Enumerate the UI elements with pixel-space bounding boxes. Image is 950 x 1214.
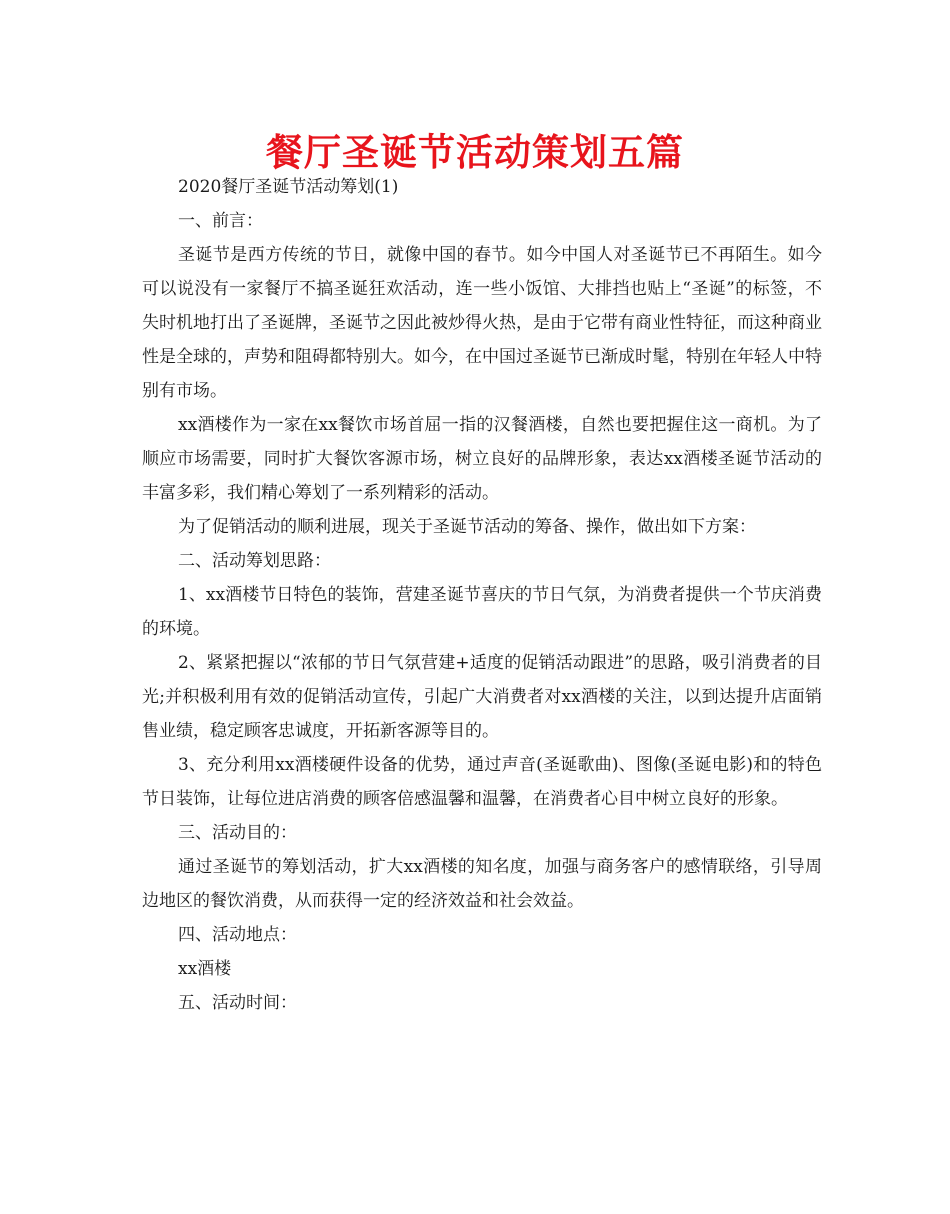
document-body bbox=[142, 170, 822, 1020]
body-paragraph: 圣诞节是西方传统的节日，就像中国的春节。如今中国人对圣诞节已不再陌生。如今可以说没有一家餐厅不搞圣诞狂欢活动，连一些小饭馆、大排挡也贴上“圣诞”的标签，不失时机地打出了圣诞牌，圣诞节之因此被炒得火热，是由于它带有商业性特征，而这种商业性是全球的，声势和阻碍都特别大。如今，在中国过圣诞节已渐成时髦，特别在年轻人中特别有市场。 bbox=[142, 245, 822, 401]
section-heading-preface: 一、前言： bbox=[178, 211, 263, 231]
section-heading-purpose: 三、活动目的： bbox=[178, 823, 297, 843]
location-value: xx酒楼 bbox=[178, 959, 232, 979]
body-paragraph: xx酒楼作为一家在xx餐饮市场首屈一指的汉餐酒楼，自然也要把握住这一商机。为了顺应市场需要，同时扩大餐饮客源市场，树立良好的品牌形象，表达xx酒楼圣诞节活动的丰富多彩，我们精心筹划了一系列精彩的活动。 bbox=[142, 415, 822, 503]
section-heading-time: 五、活动时间： bbox=[178, 993, 297, 1013]
list-item: 2、紧紧把握以“浓郁的节日气氛营建+适度的促销活动跟进”的思路，吸引消费者的目光;并积极利用有效的促销活动宣传，引起广大消费者对xx酒楼的关注，以到达提升店面销售业绩，稳定顾客忠诚度，开拓新客源等目的。 bbox=[142, 653, 822, 741]
subtitle-line: 2020餐厅圣诞节活动筹划(1) bbox=[178, 177, 399, 197]
list-item: 1、xx酒楼节日特色的装饰，营建圣诞节喜庆的节日气氛，为消费者提供一个节庆消费的环境。 bbox=[142, 585, 822, 639]
document-title: 餐厅圣诞节活动策划五篇 bbox=[266, 131, 684, 174]
body-paragraph: 通过圣诞节的筹划活动，扩大xx酒楼的知名度，加强与商务客户的感情联络，引导周边地区的餐饮消费，从而获得一定的经济效益和社会效益。 bbox=[142, 857, 822, 911]
section-heading-planning-ideas: 二、活动筹划思路： bbox=[178, 551, 331, 571]
list-item: 3、充分利用xx酒楼硬件设备的优势，通过声音(圣诞歌曲)、图像(圣诞电影)和的特色节日装饰，让每位进店消费的顾客倍感温馨和温馨，在消费者心目中树立良好的形象。 bbox=[142, 755, 822, 809]
section-heading-location: 四、活动地点： bbox=[178, 925, 297, 945]
body-paragraph: 为了促销活动的顺利进展，现关于圣诞节活动的筹备、操作，做出如下方案： bbox=[178, 517, 756, 537]
